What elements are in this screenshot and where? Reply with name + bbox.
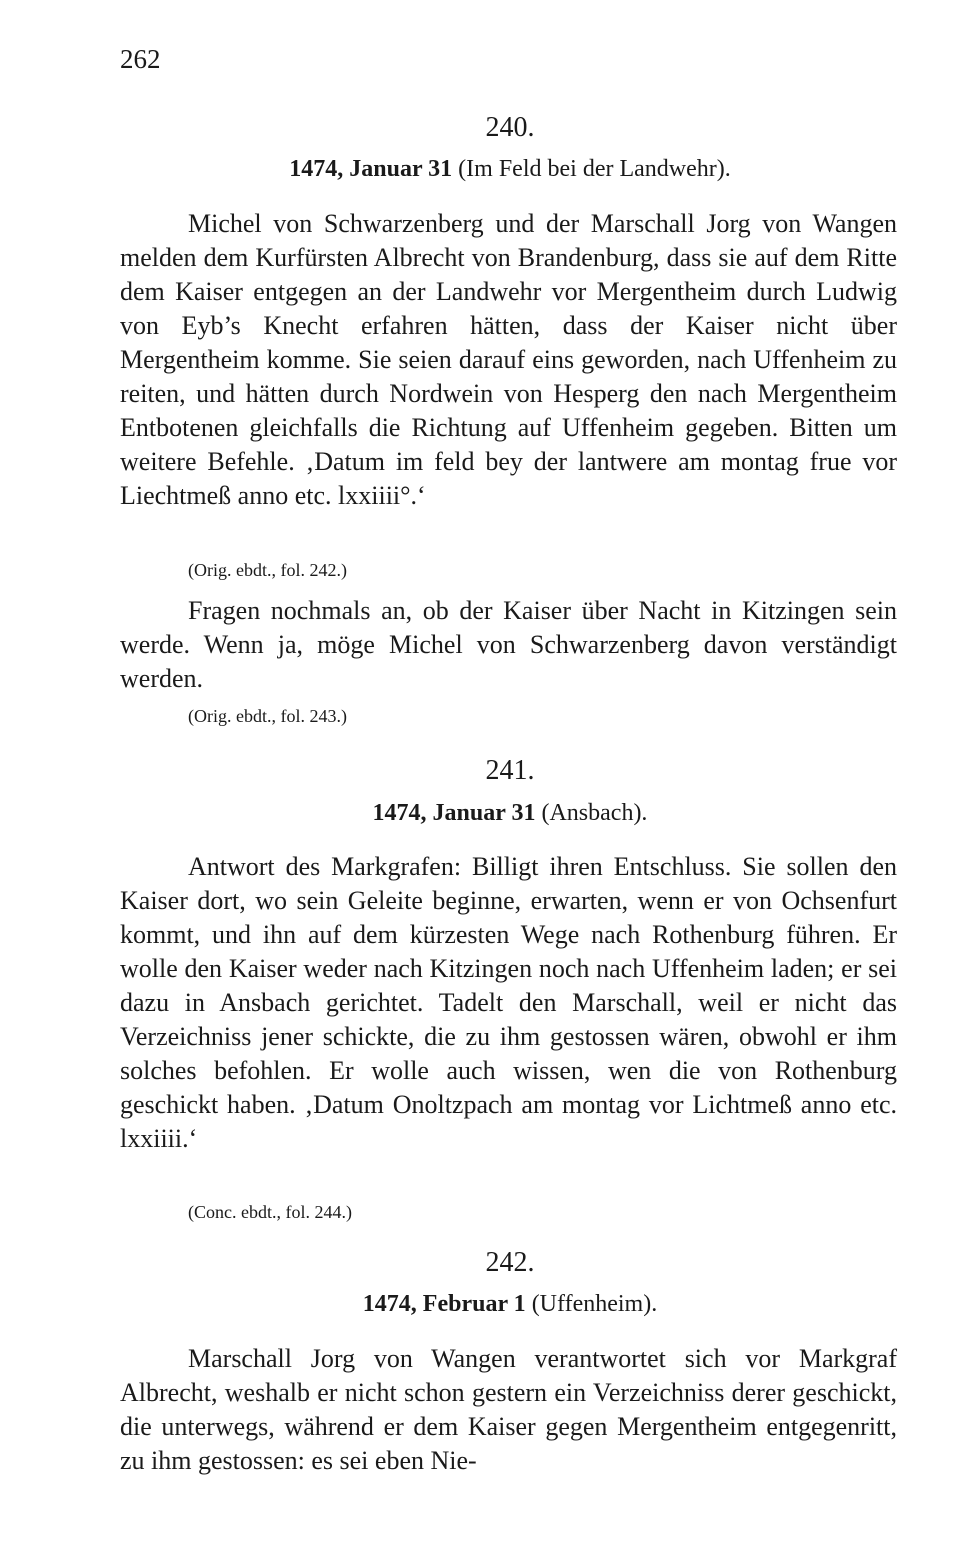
source-reference: (Orig. ebdt., fol. 243.): [188, 706, 347, 726]
document-paragraph: Fragen nochmals an, ob der Kaiser über Nacht in Kitzingen sein werde. Wenn ja, möge Michel von Schwarzenberg davon verständigt werden.: [120, 596, 897, 693]
document-heading: [0, 156, 960, 183]
document-paragraph: Michel von Schwarzenberg und der Marschall Jorg von Wangen melden dem Kurfürsten Albrecht von Brandenburg, dass sie auf dem Ritte dem Kaiser entgegen an der Landwehr vor Mergentheim durch Ludwig von Eyb’s Knecht erfahren hätten, dass der Kaiser nicht über Mergentheim komme. Sie seien darauf eins geworden, nach Uffenheim zu reiten, und hätten durch Nordwein von Hesperg den nach Mergentheim Entbotenen gleichfalls die Richtung auf Uffenheim gegeben. Bitten um weitere Befehle. ‚Datum im feld bey der lantwere am montag frue vor Liechtmeß anno etc. lxxiiii°.‘: [120, 209, 897, 510]
document-date: 1474, Februar 1: [362, 1291, 526, 1317]
document-place: (Im Feld bei der Landwehr).: [458, 156, 731, 182]
document-number: 241.: [485, 755, 535, 786]
document-place: (Uffenheim).: [531, 1291, 658, 1317]
document-date: 1474, Januar 31: [289, 156, 453, 182]
document-paragraph: Marschall Jorg von Wangen verantwortet sich vor Markgraf Albrecht, weshalb er nicht schon gestern ein Verzeichniss derer geschickt, die unterwegs, während er dem Kaiser gegen Mergentheim entgegenritt, zu ihm gestossen: es sei eben Nie-: [120, 1344, 897, 1475]
document-paragraph: Antwort des Markgrafen: Billigt ihren Entschluss. Sie sollen den Kaiser dort, wo sein Geleite beginne, erwarten, wenn er von Ochsenfurt kommt, und ihn auf dem kürzesten Wege nach Rothenburg führen. Er wolle den Kaiser weder nach Kitzingen noch nach Uffenheim laden; er sei dazu in Ansbach gerichtet. Tadelt den Marschall, weil er nicht das Verzeichniss jener schickte, die zu ihm gestossen wären, obwohl er ihm solches befohlen. Er wolle auch wissen, wen die von Rothenburg geschickt haben. ‚Datum Onoltzpach am montag vor Lichtmeß anno etc. lxxiiii.‘: [120, 852, 897, 1153]
document-heading: [0, 800, 960, 827]
document-number: 240.: [485, 112, 535, 143]
source-reference: (Orig. ebdt., fol. 242.): [188, 560, 347, 580]
document-heading: [0, 1291, 960, 1318]
document-number: 242.: [485, 1247, 535, 1278]
source-reference: (Conc. ebdt., fol. 244.): [188, 1202, 352, 1222]
document-place: (Ansbach).: [541, 800, 648, 826]
page-number: 262: [120, 44, 161, 74]
document-date: 1474, Januar 31: [372, 800, 536, 826]
